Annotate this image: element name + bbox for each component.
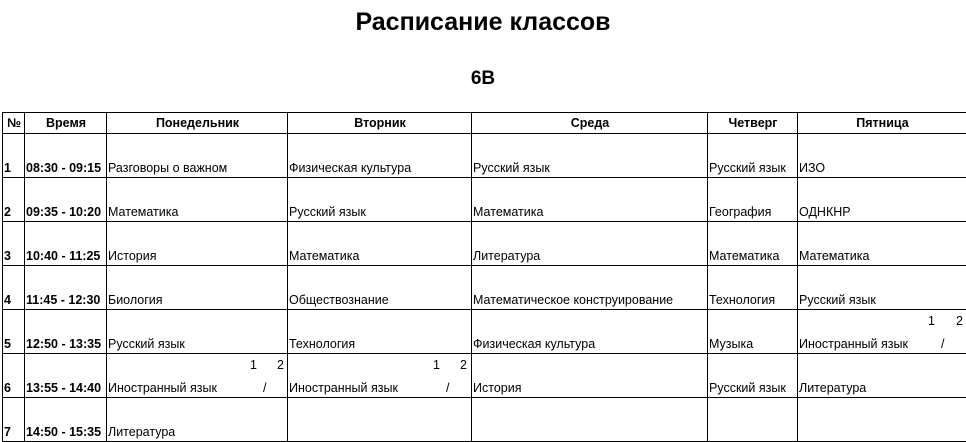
header-friday: Пятница	[798, 113, 966, 134]
lesson-number: 4	[3, 266, 25, 310]
group-mark-1: 1	[250, 358, 257, 372]
wednesday-cell: Физическая культура	[472, 310, 708, 354]
thursday-cell: Музыка	[708, 310, 798, 354]
monday-cell: Литература	[107, 398, 288, 442]
tuesday-cell	[288, 398, 472, 442]
thursday-cell: Математика	[708, 222, 798, 266]
monday-cell: Русский язык	[107, 310, 288, 354]
tuesday-cell	[288, 354, 472, 398]
friday-cell: ИЗО	[798, 134, 966, 178]
header-num: №	[3, 113, 25, 134]
wednesday-cell: Русский язык	[472, 134, 708, 178]
header-tuesday: Вторник	[288, 113, 472, 134]
header-monday: Понедельник	[107, 113, 288, 134]
lesson-number: 7	[3, 398, 25, 442]
tuesday-cell: Физическая культура	[288, 134, 472, 178]
tuesday-cell: Математика	[288, 222, 472, 266]
lesson-number: 6	[3, 354, 25, 398]
header-row	[3, 113, 966, 134]
tuesday-subject: Иностранный язык	[289, 381, 398, 395]
friday-cell: Математика	[798, 222, 966, 266]
monday-cell: Математика	[107, 178, 288, 222]
wednesday-cell: Литература	[472, 222, 708, 266]
group-mark-2: 2	[460, 358, 467, 372]
table-row	[3, 134, 966, 178]
table-row	[3, 178, 966, 222]
group-mark-1: 1	[928, 314, 935, 328]
wednesday-cell: Математическое конструирование	[472, 266, 708, 310]
table-row	[3, 354, 966, 398]
monday-cell: Биология	[107, 266, 288, 310]
wednesday-cell: История	[472, 354, 708, 398]
monday-cell: История	[107, 222, 288, 266]
lesson-number: 3	[3, 222, 25, 266]
table-row	[3, 266, 966, 310]
monday-cell: Разговоры о важном	[107, 134, 288, 178]
header-time: Время	[25, 113, 107, 134]
lesson-time: 11:45 - 12:30	[25, 266, 107, 310]
thursday-cell: География	[708, 178, 798, 222]
lesson-time: 09:35 - 10:20	[25, 178, 107, 222]
lesson-time: 08:30 - 09:15	[25, 134, 107, 178]
group-separator: /	[263, 381, 266, 395]
table-row	[3, 398, 966, 442]
table-row	[3, 310, 966, 354]
group-mark-1: 1	[433, 358, 440, 372]
tuesday-cell: Обществознание	[288, 266, 472, 310]
lesson-number: 1	[3, 134, 25, 178]
group-separator: /	[941, 337, 944, 351]
friday-cell	[798, 398, 966, 442]
lesson-number: 5	[3, 310, 25, 354]
thursday-cell: Технология	[708, 266, 798, 310]
friday-cell	[798, 310, 966, 354]
lesson-time: 10:40 - 11:25	[25, 222, 107, 266]
page-title: Расписание классов	[0, 8, 966, 37]
wednesday-cell: Математика	[472, 178, 708, 222]
table-row	[3, 222, 966, 266]
wednesday-cell	[472, 398, 708, 442]
monday-subject: Иностранный язык	[108, 381, 217, 395]
class-label: 6В	[0, 68, 966, 90]
friday-cell: Литература	[798, 354, 966, 398]
lesson-time: 12:50 - 13:35	[25, 310, 107, 354]
tuesday-cell: Технология	[288, 310, 472, 354]
friday-cell: Русский язык	[798, 266, 966, 310]
thursday-cell: Русский язык	[708, 134, 798, 178]
monday-cell	[107, 354, 288, 398]
header-thursday: Четверг	[708, 113, 798, 134]
schedule-table	[2, 112, 966, 442]
lesson-number: 2	[3, 178, 25, 222]
thursday-cell: Русский язык	[708, 354, 798, 398]
group-mark-2: 2	[277, 358, 284, 372]
lesson-time: 13:55 - 14:40	[25, 354, 107, 398]
thursday-cell	[708, 398, 798, 442]
header-wednesday: Среда	[472, 113, 708, 134]
group-separator: /	[446, 381, 449, 395]
lesson-time: 14:50 - 15:35	[25, 398, 107, 442]
group-mark-2: 2	[956, 314, 963, 328]
friday-cell: ОДНКНР	[798, 178, 966, 222]
tuesday-cell: Русский язык	[288, 178, 472, 222]
friday-subject: Иностранный язык	[799, 337, 908, 351]
